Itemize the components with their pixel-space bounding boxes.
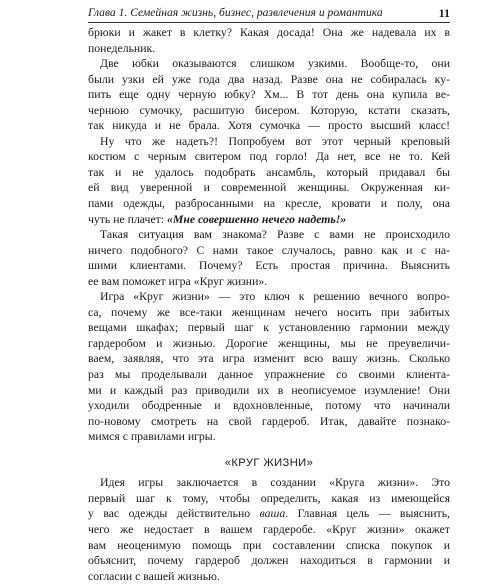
paragraph bbox=[88, 134, 450, 227]
text-line: костюм с черным свитером под горло! Да нет, все не то. Кей bbox=[88, 150, 450, 164]
paragraph bbox=[88, 289, 450, 444]
text-line: мимся с правилами игры. bbox=[88, 430, 216, 444]
text-line-tail: . Главная цель — выяснить, bbox=[285, 507, 450, 521]
text-line bbox=[88, 506, 450, 522]
emphasized-quote: «Мне совершенно нечего надеть!» bbox=[167, 212, 347, 226]
text-line: уходили ободренные и вдохновленные, потому что начинали bbox=[88, 399, 450, 413]
paragraph bbox=[88, 56, 450, 134]
text-line: раз мы проделывали данное упражнение со своими клиента- bbox=[88, 368, 450, 382]
text-line: ничего подобного? С нами такое случалось, равно как и с на- bbox=[88, 243, 450, 257]
text-line: ее вам поможет игра «Круг жизни». bbox=[88, 274, 268, 288]
text-line: Две юбки оказываются слишком узкими. Вообще-то, они bbox=[100, 57, 450, 71]
text-line: согласии с вашей жизнью. bbox=[88, 569, 220, 583]
text-line: Игра «Круг жизни» — это ключ к решению вечного вопро- bbox=[100, 290, 450, 304]
text-line: по-новому смотреть на свой гардероб. Итак, давайте познако- bbox=[88, 414, 450, 428]
text-line-lead: чуть не плачет: bbox=[88, 212, 168, 226]
text-line: Ну что же надеть?! Попробуем вот этот черный креповый bbox=[100, 134, 450, 148]
text-line bbox=[88, 212, 450, 228]
paragraph bbox=[88, 25, 450, 56]
section-heading: «КРУГ ЖИЗНИ» bbox=[224, 456, 314, 469]
page-number: 11 bbox=[438, 6, 450, 20]
text-line: гардеробом и жизнью. Дорогие женщины, мы не преувеличи- bbox=[88, 336, 450, 350]
paragraph bbox=[88, 475, 450, 584]
text-line: так никуда и не брала. Хотя сумочка — просто высший класс! bbox=[88, 119, 450, 133]
emphasized-word: ваша bbox=[259, 507, 286, 521]
text-line: ей вид уверенной и современной женщины. Окруженная ки- bbox=[88, 181, 450, 195]
text-line: вам неоценимую помощь при составлении списка покупок и bbox=[88, 538, 450, 552]
running-header bbox=[88, 6, 450, 23]
body-text bbox=[88, 25, 450, 584]
text-line: ми и каждый раз приводили их в неописуемое изумление! Они bbox=[88, 383, 450, 397]
text-line: так и не удалось подобрать ансамбль, который придавал бы bbox=[88, 165, 450, 179]
text-line: первый шаг к тому, чтобы определить, какая из имеющейся bbox=[88, 491, 450, 505]
text-line: Такая ситуация вам знакома? Разве с вами не происходило bbox=[100, 228, 450, 242]
text-line: объяснит, почему гардероб должен находиться в гармонии и bbox=[88, 554, 450, 568]
text-line: вещами шкафах; первый шаг к установлению гармонии между bbox=[88, 321, 450, 335]
paragraph bbox=[88, 227, 450, 289]
text-line: были узки ей уже года два назад. Разве она не собиралась ку- bbox=[88, 72, 450, 86]
text-line: понедельник. bbox=[88, 41, 156, 55]
text-line: чернюю сумочку, расшитую бисером. Которую, кстати сказать, bbox=[88, 103, 450, 117]
text-line: пить еще одну черную юбку? Хм... В тот день она купила ве- bbox=[88, 88, 450, 102]
text-line: са, почему же все-таки женщинам нечего носить при забитых bbox=[88, 305, 450, 319]
text-line: брюки и жакет в клетку? Какая досада! Она же надевала их в bbox=[88, 26, 450, 39]
text-line: шими клиентами. Почему? Есть простая причина. Выяснить bbox=[88, 259, 450, 273]
text-line: ваем, заявляя, что эта игра изменит всю вашу жизнь. Сколько bbox=[88, 352, 450, 366]
text-line: чего же недостает в вашем гардеробе. «Круг жизни» окажет bbox=[88, 522, 450, 536]
text-line-lead: у вас одежды действительно bbox=[88, 507, 260, 521]
chapter-title: Глава 1. Семейная жизнь, бизнес, развлечения и романтика bbox=[88, 6, 383, 19]
text-line: пами одежды, разбросанными на кресле, кровати и полу, она bbox=[88, 197, 450, 211]
text-line: Идея игры заключается в создании «Круга жизни». Это bbox=[100, 476, 450, 490]
